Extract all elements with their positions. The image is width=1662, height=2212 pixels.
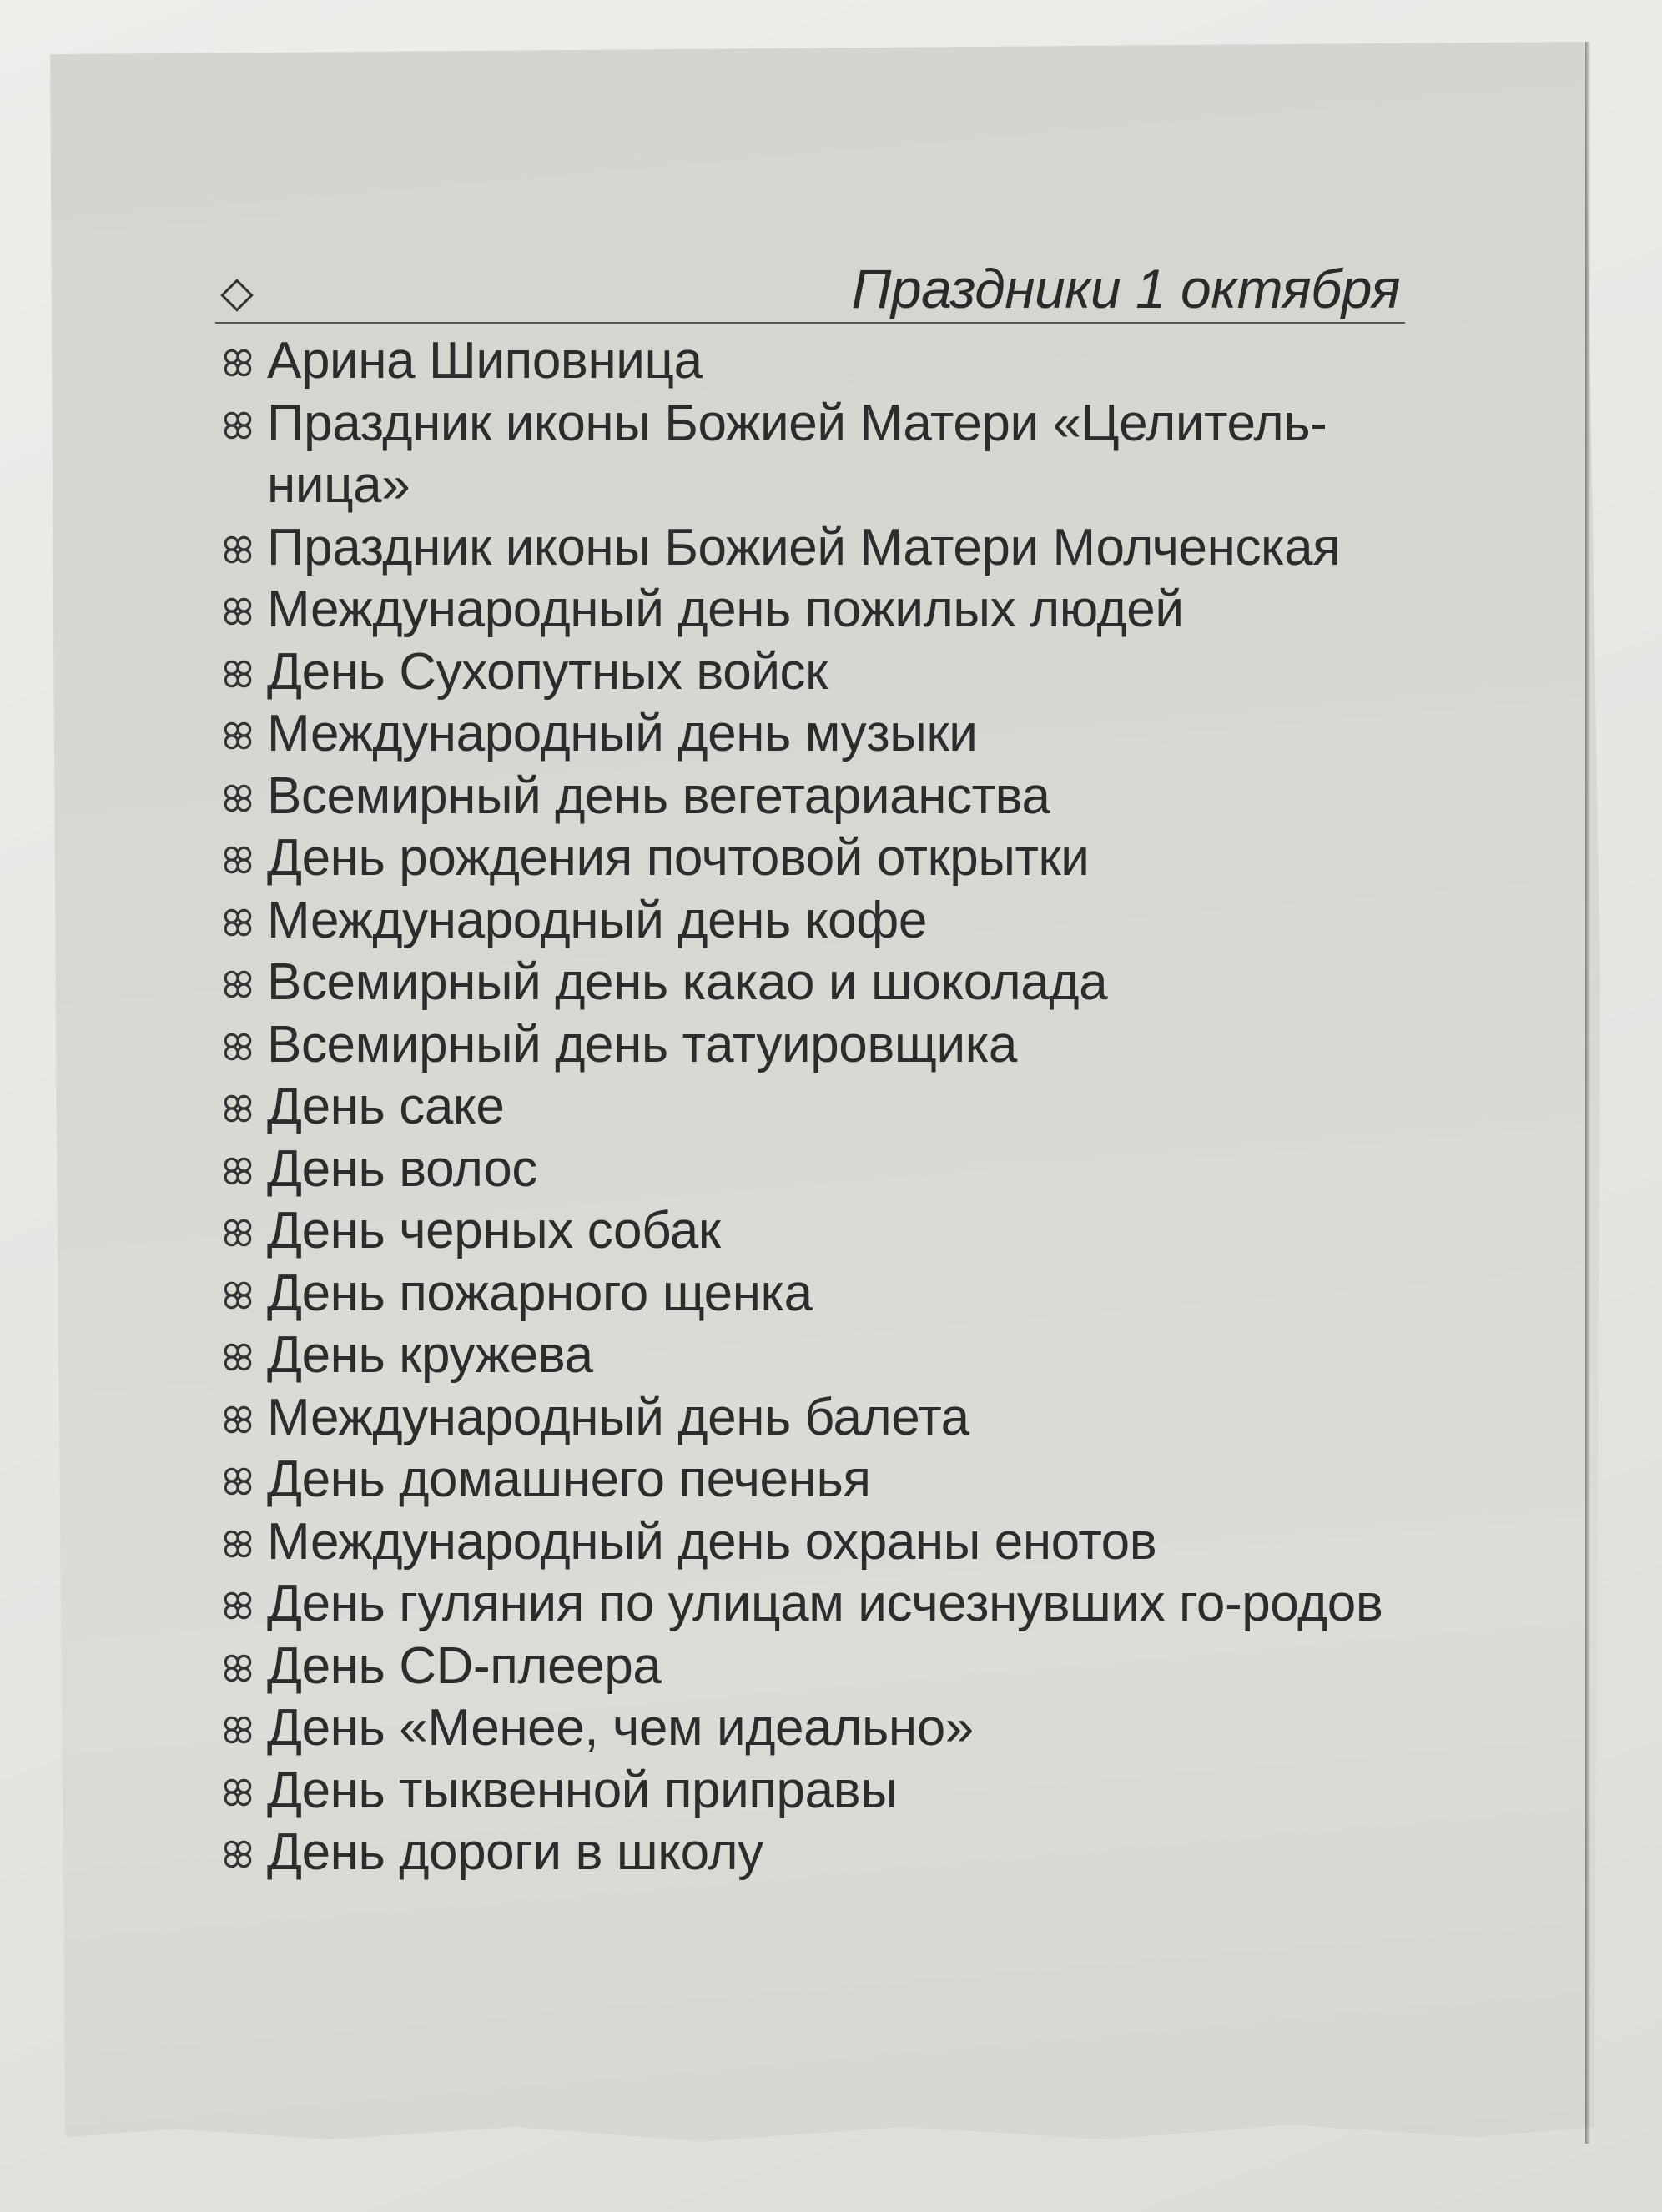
quatrefoil-flower-icon xyxy=(220,1215,255,1250)
quatrefoil-flower-icon xyxy=(220,905,255,940)
quatrefoil-flower-icon xyxy=(220,781,255,816)
quatrefoil-flower-icon xyxy=(220,1278,255,1313)
holiday-name: Международный день музыки xyxy=(267,705,978,762)
holiday-name: День тыквенной приправы xyxy=(267,1761,898,1819)
list-item xyxy=(215,330,1405,393)
list-item xyxy=(215,1697,1405,1760)
holiday-name: Праздник иконы Божией Матери «Целитель-ница» xyxy=(267,394,1327,514)
list-item xyxy=(215,1449,1405,1511)
quatrefoil-flower-icon xyxy=(220,967,255,1002)
quatrefoil-flower-icon xyxy=(220,345,255,380)
holiday-name: День дороги в школу xyxy=(267,1823,763,1881)
holiday-name: День рождения почтовой открытки xyxy=(267,829,1090,887)
list-item xyxy=(215,1200,1405,1263)
list-item xyxy=(215,766,1405,828)
list-item xyxy=(215,703,1405,766)
list-item xyxy=(215,1822,1405,1884)
diamond-outline-icon xyxy=(220,279,254,312)
quatrefoil-flower-icon xyxy=(220,1402,255,1437)
quatrefoil-flower-icon xyxy=(220,1837,255,1872)
holiday-name: День домашнего печенья xyxy=(267,1450,871,1508)
holiday-name: Международный день охраны енотов xyxy=(267,1512,1157,1571)
column-title: Праздники 1 октября xyxy=(851,258,1400,319)
list-item xyxy=(215,641,1405,704)
list-item xyxy=(215,1139,1405,1201)
holiday-name: Международный день балета xyxy=(267,1388,970,1446)
holiday-name: Праздник иконы Божией Матери Молченская xyxy=(267,518,1341,576)
clipping-shadow-edge xyxy=(1585,42,1590,2144)
quatrefoil-flower-icon xyxy=(220,532,255,567)
holiday-name: День CD-плеера xyxy=(267,1636,662,1695)
holiday-name: День Сухопутных войск xyxy=(267,642,828,701)
list-item xyxy=(215,1325,1405,1387)
quatrefoil-flower-icon xyxy=(220,594,255,629)
quatrefoil-flower-icon xyxy=(220,1154,255,1189)
list-item xyxy=(215,1760,1405,1822)
holiday-name: Всемирный день какао и шоколада xyxy=(267,953,1108,1011)
quatrefoil-flower-icon xyxy=(220,718,255,753)
list-item xyxy=(215,1636,1405,1698)
holiday-name: День пожарного щенка xyxy=(267,1264,813,1322)
quatrefoil-flower-icon xyxy=(220,1340,255,1375)
holiday-name: Международный день пожилых людей xyxy=(267,581,1184,638)
list-item xyxy=(215,1263,1405,1325)
holiday-name: День черных собак xyxy=(267,1202,721,1259)
list-item xyxy=(215,517,1405,580)
holiday-name: День волос xyxy=(267,1139,537,1198)
list-item xyxy=(215,827,1405,890)
list-item xyxy=(215,1387,1405,1450)
holiday-name: Арина Шиповница xyxy=(267,332,703,390)
list-item xyxy=(215,393,1405,517)
list-item xyxy=(215,1014,1405,1077)
quatrefoil-flower-icon xyxy=(220,1588,255,1623)
list-item xyxy=(215,1511,1405,1574)
quatrefoil-flower-icon xyxy=(220,842,255,877)
list-item xyxy=(215,952,1405,1014)
quatrefoil-flower-icon xyxy=(220,656,255,691)
list-item xyxy=(215,1573,1405,1636)
quatrefoil-flower-icon xyxy=(220,1091,255,1126)
list-item xyxy=(215,1076,1405,1139)
quatrefoil-flower-icon xyxy=(220,1464,255,1499)
holiday-name: День «Менее, чем идеально» xyxy=(267,1699,974,1757)
quatrefoil-flower-icon xyxy=(220,1712,255,1747)
list-item xyxy=(215,579,1405,641)
quatrefoil-flower-icon xyxy=(220,408,255,443)
column-header xyxy=(215,249,1405,324)
holiday-list xyxy=(215,324,1405,1884)
quatrefoil-flower-icon xyxy=(220,1029,255,1064)
holiday-name: День гуляния по улицам исчезнувших го-родов xyxy=(267,1575,1383,1632)
quatrefoil-flower-icon xyxy=(220,1775,255,1810)
list-item xyxy=(215,890,1405,953)
holiday-name: Всемирный день вегетарианства xyxy=(267,767,1050,825)
holiday-name: Международный день кофе xyxy=(267,891,927,949)
holiday-name: День саке xyxy=(267,1078,505,1135)
holiday-name: День кружева xyxy=(267,1326,593,1384)
holiday-name: Всемирный день татуировщика xyxy=(267,1015,1017,1073)
quatrefoil-flower-icon xyxy=(220,1526,255,1561)
holiday-column xyxy=(215,249,1405,1884)
quatrefoil-flower-icon xyxy=(220,1651,255,1686)
